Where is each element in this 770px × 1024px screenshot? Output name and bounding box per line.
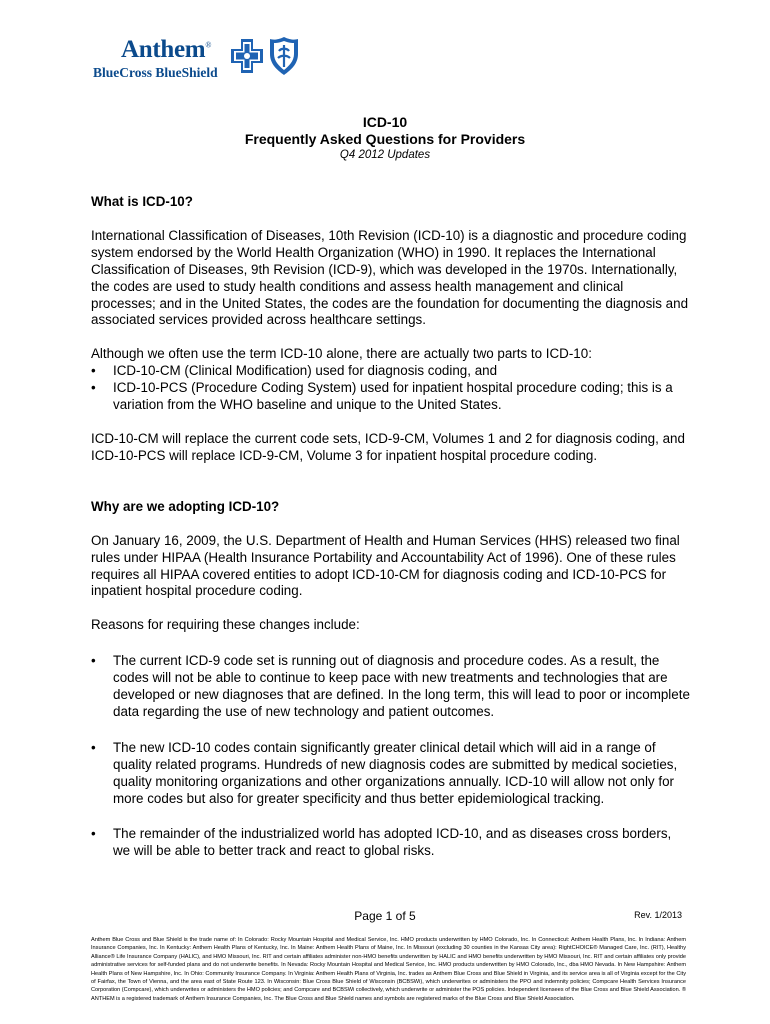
revision-label: Rev. 1/2013	[634, 910, 682, 920]
anthem-logo	[93, 36, 313, 84]
logo-tagline: BlueCross BlueShield	[93, 65, 218, 80]
paragraph: International Classification of Diseases, 10th Revision (ICD-10) is a diagnostic and procedure coding system endorsed by the World Health Organization (WHO) in 1990. It replaces the International Classification of Diseases, 9th Revision (ICD-9), which was developed in the 1970s. Internationally, the codes are used to study health conditions and assess health management and clinical processes; and in the United States, the codes are the foundation for documenting the diagnosis and associated services provided across healthcare settings.	[91, 227, 689, 328]
bullet-icon: •	[91, 363, 96, 379]
list-item: • The remainder of the industrialized world has adopted ICD-10, and as diseases cross borders, we will be able to better track and react to global risks.	[91, 826, 672, 859]
list-item: • ICD-10-PCS (Procedure Coding System) used for inpatient hospital procedure coding; this is a variation from the WHO baseline and unique to the United States.	[91, 380, 673, 413]
paragraph: Although we often use the term ICD-10 alone, there are actually two parts to ICD-10:	[91, 346, 592, 362]
logo-brand-name: Anthem®	[121, 36, 212, 63]
section-heading-why-adopt: Why are we adopting ICD-10?	[91, 498, 280, 514]
paragraph: Reasons for requiring these changes include:	[91, 617, 360, 633]
bullet-icon: •	[91, 739, 96, 755]
bullet-icon: •	[91, 380, 96, 396]
paragraph: ICD-10-CM will replace the current code sets, ICD-9-CM, Volumes 1 and 2 for diagnosis coding, and ICD-10-PCS will replace ICD-9-CM, Volume 3 for inpatient hospital procedure coding.	[91, 430, 685, 463]
legal-disclaimer: Anthem Blue Cross and Blue Shield is the trade name of: In Colorado: Rocky Mountain Hospital and Medical Service, Inc. HMO products underwritten by HMO Colorado, Inc. In Connecticut: Anthem Health Plans, Inc. In Indiana: Anthem Insurance Companies, Inc. In Kentucky: Anthem Health Plans of Kentucky, Inc. In Maine: Anthem Health Plans of Maine, Inc. In Missouri (excluding 30 counties in the Kansas City area): RightCHOICE® Managed Care, Inc. (RIT), Healthy Alliance® Life Insurance Company (HALIC), and HMO Missouri, Inc. RIT and certain affiliates administer non-HMO benefits underwritten by HALIC and HMO benefits underwritten by HMO Missouri, Inc. RIT and certain affiliates only provide administrative services for self-funded plans and do not underwrite benefits. In Nevada: Rocky Mountain Hospital and Medical Service, Inc. HMO products underwritten by HMO Colorado, Inc., dba HMO Nevada. In New Hampshire: Anthem Health Plans of New Hampshire, Inc. In Ohio: Community Insurance Company. In Virginia: Anthem Health Plans of Virginia, Inc. trades as Anthem Blue Cross and Blue Shield in Virginia, and its service area is all of Virginia except for the City of Fairfax, the Town of Vienna, and the area east of State Route 123. In Wisconsin: Blue Cross Blue Shield of Wisconsin (BCBSWi), which underwrites or administers the PPO and indemnity policies; Compcare Health Services Insurance Corporation (Compcare), which underwrites or administers the HMO policies; and Compcare and BCBSWi collectively, which underwrite or administer the POS policies. Independent licensees of the Blue Cross and Blue Shield Association. ® ANTHEM is a registered trademark of Anthem Insurance Companies, Inc. The Blue Cross and Blue Shield names and symbols are registered marks of the Blue Cross and Blue Shield Association.	[91, 937, 686, 1002]
list-item: • ICD-10-CM (Clinical Modification) used for diagnosis coding, and	[91, 363, 498, 379]
list-item: • The new ICD-10 codes contain significantly greater clinical detail which will aid in a range of quality related programs. Hundreds of new diagnosis codes are submitted by medical societies, quality monitoring organizations and other organizations annually. ICD-10 will allow not only for more codes but also for greater specificity and thus better epidemiological tracking.	[91, 739, 678, 806]
updates-label: Q4 2012 Updates	[339, 149, 431, 161]
paragraph: On January 16, 2009, the U.S. Department of Health and Human Services (HHS) released two final rules under HIPAA (Health Insurance Portability and Accountability Act of 1996). One of these rules requires all HIPAA covered entities to adopt ICD-10-CM for diagnosis coding and ICD-10-PCS for inpatient hospital procedure coding.	[91, 532, 680, 599]
page-number: Page 1 of 5	[354, 909, 416, 923]
page-subtitle: Frequently Asked Questions for Providers	[244, 131, 526, 147]
section-heading-what-is: What is ICD-10?	[91, 194, 193, 209]
bullet-icon: •	[91, 826, 96, 842]
bullet-icon: •	[91, 653, 96, 669]
blue-shield-icon	[268, 36, 300, 76]
document-body	[91, 194, 691, 860]
list-item: • The current ICD-9 code set is running out of diagnosis and procedure codes. As a result, the codes will not be able to continue to keep pace with new treatments and technologies that are developed or new diagnoses that are defined. In the long term, this will lead to poor or incomplete data regarding the use of new technology and patient outcomes.	[91, 653, 690, 719]
page-title: ICD-10	[362, 114, 408, 130]
blue-cross-icon	[230, 38, 264, 74]
